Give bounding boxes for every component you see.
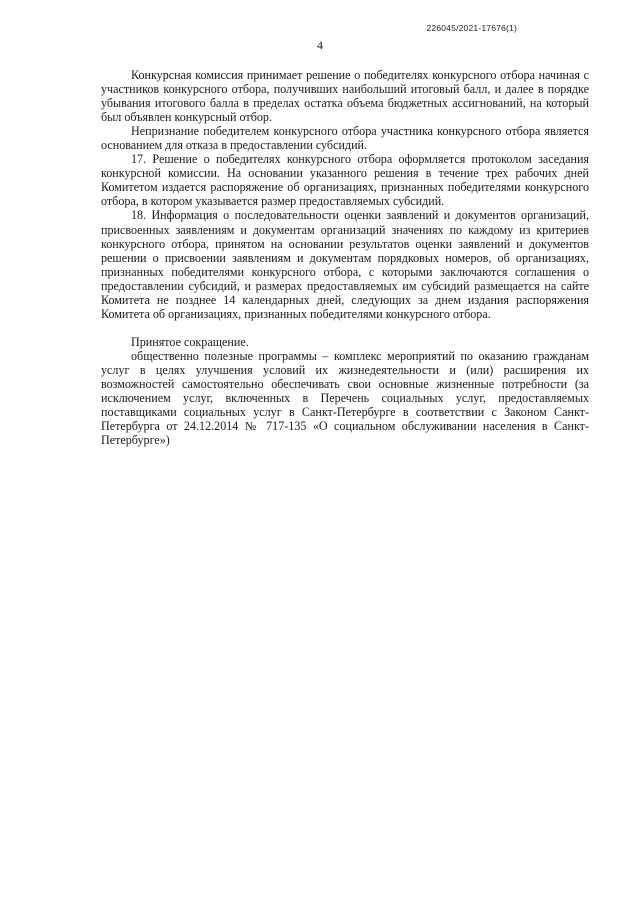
paragraph-non-recognition: Непризнание победителем конкурсного отбора участника конкурсного отбора является основанием для отказа в предоставлении субсидий. bbox=[101, 124, 589, 153]
paragraph-item-17: 17. Решение о победителях конкурсного отбора оформляется протоколом заседания конкурсной комиссии. На основании указанного решения в течение трех рабочих дней Комитетом издается распоряжение об организациях, признанных победителями конкурсного отбора, в котором указывается размер предоставляемых субсидий. bbox=[101, 152, 589, 209]
paragraph-commission-decision: Конкурсная комиссия принимает решение о победителях конкурсного отбора начиная с участников конкурсного отбора, получивших наибольший итоговый балл, и далее в порядке убывания итогового балла в пределах остатка объема бюджетных ассигнований, на который был объявлен конкурсный отбор. bbox=[101, 68, 589, 125]
paragraph-abbreviation-heading: Принятое сокращение. bbox=[131, 334, 249, 349]
paragraph-abbreviation-definition: общественно полезные программы – комплекс мероприятий по оказанию гражданам услуг в целях улучшения условий их жизнедеятельности и (или) расширения их возможностей самостоятельно обеспечивать свои основные жизненные потребности (за исключением услуг, включенных в Перечень социальных услуг, предоставляемых поставщиками социальных услуг в Санкт-Петербурге в соответствии с Законом Санкт-Петербурга от 24.12.2014 № 717-135 «О социальном обслуживании населения в Санкт-Петербурге») bbox=[101, 348, 589, 448]
document-id: 226045/2021-17676(1) bbox=[426, 23, 517, 33]
document-body bbox=[101, 68, 589, 447]
paragraph-item-18: 18. Информация о последовательности оценки заявлений и документов организаций, присвоенных заявлениям и документам организаций значениях по каждому из критериев конкурсного отбора, принятом на основании результатов оценки заявлений и документов решении о присвоении заявлениям и документам порядковых номеров, об организациях, признанных победителями конкурсного отбора, с которыми заключаются соглашения о предоставлении субсидий, и размерах предоставляемых им субсидий размещается на сайте Комитета не позднее 14 календарных дней, следующих за днем издания распоряжения Комитета об организациях, признанных победителями конкурсного отбора. bbox=[101, 208, 589, 321]
page-number: 4 bbox=[317, 38, 323, 52]
